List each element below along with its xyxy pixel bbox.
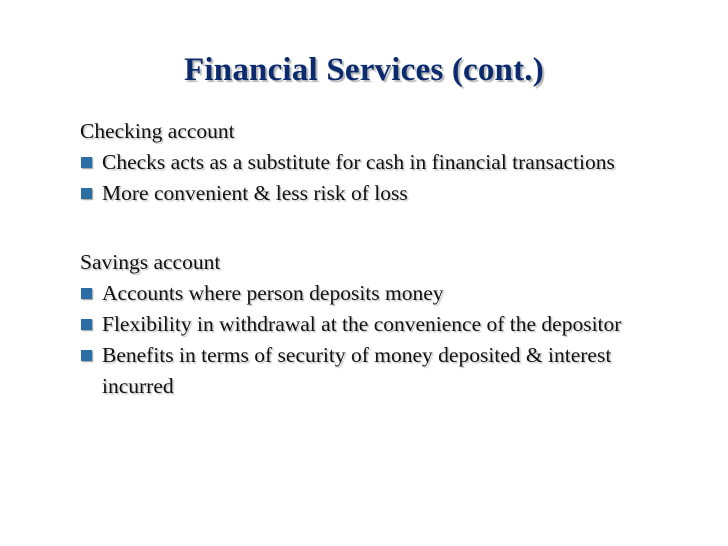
square-bullet-icon bbox=[81, 319, 92, 330]
square-bullet-icon bbox=[81, 288, 92, 299]
square-bullet-icon bbox=[81, 157, 92, 168]
savings-bullet-2 bbox=[80, 309, 680, 340]
savings-heading: Savings account bbox=[80, 250, 221, 274]
bullet-text: Accounts where person deposits money bbox=[102, 281, 444, 305]
bullet-text: Benefits in terms of security of money deposited & interest incurred bbox=[102, 343, 612, 398]
square-bullet-icon bbox=[81, 188, 92, 199]
slide-title: Financial Services (cont.) bbox=[184, 52, 544, 88]
bullet-text: Checks acts as a substitute for cash in financial transactions bbox=[102, 150, 615, 174]
section-gap bbox=[80, 209, 680, 247]
square-bullet-icon bbox=[81, 350, 92, 361]
checking-bullet-1 bbox=[80, 147, 680, 178]
checking-bullet-2 bbox=[80, 178, 680, 209]
checking-heading: Checking account bbox=[80, 119, 235, 143]
savings-bullet-3 bbox=[80, 340, 680, 402]
savings-bullet-1 bbox=[80, 278, 680, 309]
bullet-text: Flexibility in withdrawal at the convenience of the depositor bbox=[102, 312, 622, 336]
bullet-text: More convenient & less risk of loss bbox=[102, 181, 408, 205]
slide-body bbox=[80, 116, 680, 402]
